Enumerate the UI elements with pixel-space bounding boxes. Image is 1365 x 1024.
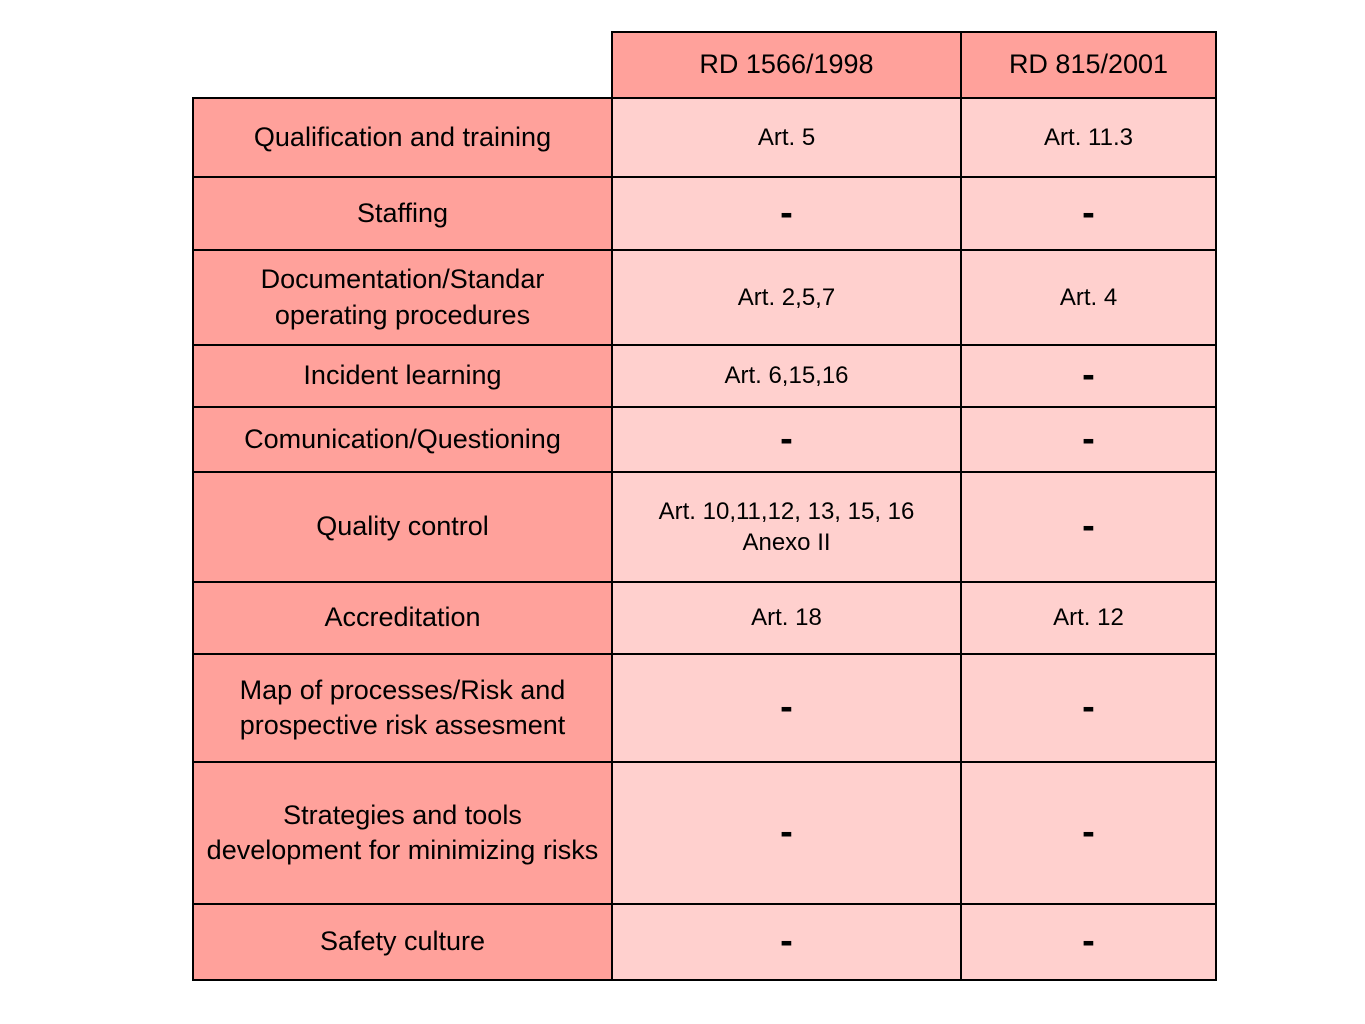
column-header-rd1566: RD 1566/1998 [611,31,962,99]
rd815-cell: - [960,471,1217,583]
row-label: Accreditation [192,581,613,655]
rd1566-cell: Art. 2,5,7 [611,249,962,346]
rd815-cell: Art. 12 [960,581,1217,655]
rd815-cell: - [960,344,1217,408]
rd1566-cell: Art. 10,11,12, 13, 15, 16 Anexo II [611,471,962,583]
regulation-comparison-table [192,31,1217,981]
rd1566-cell: - [611,406,962,473]
rd1566-cell: - [611,761,962,905]
column-header-rd815: RD 815/2001 [960,31,1217,99]
row-label: Safety culture [192,903,613,981]
rd1566-cell: - [611,653,962,763]
row-label: Incident learning [192,344,613,408]
row-label: Quality control [192,471,613,583]
row-label: Qualification and training [192,97,613,178]
rd1566-cell: Art. 18 [611,581,962,655]
rd815-cell: - [960,653,1217,763]
row-label: Map of processes/Risk and prospective risk assesment [192,653,613,763]
rd1566-cell: Art. 5 [611,97,962,178]
rd815-cell: - [960,761,1217,905]
rd815-cell: - [960,176,1217,251]
rd815-cell: - [960,406,1217,473]
rd815-cell: Art. 11.3 [960,97,1217,178]
row-label: Documentation/Standar operating procedures [192,249,613,346]
row-label: Comunication/Questioning [192,406,613,473]
row-label: Staffing [192,176,613,251]
rd1566-cell: - [611,176,962,251]
rd1566-cell: - [611,903,962,981]
rd815-cell: Art. 4 [960,249,1217,346]
rd1566-cell: Art. 6,15,16 [611,344,962,408]
row-label: Strategies and tools development for minimizing risks [192,761,613,905]
rd815-cell: - [960,903,1217,981]
